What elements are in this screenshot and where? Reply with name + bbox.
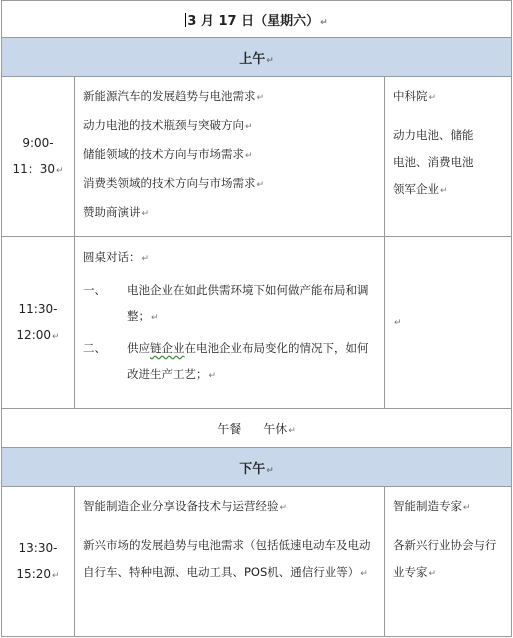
- roundtable-cell[interactable]: [75, 237, 385, 409]
- paragraph-mark-icon: ↵: [245, 151, 253, 161]
- paragraph-mark-icon: ↵: [266, 465, 274, 476]
- lunch-meal: 午餐: [217, 421, 242, 436]
- paragraph-mark-icon: ↵: [440, 186, 448, 196]
- org-line: 电池、消费电池: [393, 155, 474, 169]
- morning-session-2-row: [2, 237, 512, 409]
- time-end-line: [2, 561, 74, 589]
- date-row: [2, 1, 512, 38]
- org-line: 动力电池、储能: [393, 128, 474, 142]
- org-line: 中科院↵: [393, 89, 437, 103]
- schedule-table: [1, 0, 512, 637]
- lunch-rest: 午休: [263, 421, 288, 436]
- paragraph-mark-icon: ↵: [56, 165, 64, 176]
- paragraph-mark-icon: ↵: [266, 55, 274, 66]
- paragraph-mark-icon: ↵: [141, 209, 150, 219]
- afternoon-session-1-row: [2, 487, 512, 637]
- org-line: 智能制造专家↵: [393, 499, 471, 513]
- topic-line: 动力电池的技术瓶颈与突破方向↵: [83, 118, 253, 132]
- topic-line: 智能制造企业分享设备技术与运营经验↵: [83, 499, 288, 513]
- topic-line: 新兴市场的发展趋势与电池需求（包括低速电动车及电动自行车、特种电源、电动工具、POS机、通信行业等）↵: [83, 538, 371, 579]
- roundtable-title-line: [83, 243, 376, 273]
- question-text: 电池企业在如此供需环境下如何做产能布局和调整；: [127, 283, 369, 323]
- paragraph-mark-icon: ↵: [320, 17, 328, 28]
- paragraph-mark-icon: ↵: [52, 570, 60, 581]
- time-start: 11:30-: [18, 301, 58, 316]
- paragraph-mark-icon: ↵: [288, 425, 296, 436]
- topics-cell[interactable]: [75, 77, 385, 237]
- roundtable-question-2: 二、 供应链企业在电池企业布局变化的情况下，如何改进生产工艺；↵: [83, 335, 376, 389]
- morning-label: 上午: [239, 51, 266, 67]
- time-start: 13:30-: [18, 540, 58, 555]
- paragraph-mark-icon: ↵: [52, 331, 60, 342]
- time-end: 15:20: [16, 566, 52, 581]
- organization-cell[interactable]: [385, 237, 512, 409]
- paragraph-mark-icon: ↵: [428, 93, 437, 103]
- topics-cell[interactable]: [75, 487, 385, 637]
- time-cell[interactable]: [2, 487, 75, 637]
- org-line: 各新兴行业协会与行业专家↵: [393, 538, 497, 579]
- topic-line: 赞助商演讲↵: [83, 205, 150, 219]
- paragraph-mark-icon: ↵: [428, 569, 437, 579]
- paragraph-mark-icon: ↵: [256, 93, 265, 103]
- org-line: 领军企业↵: [393, 182, 448, 196]
- lunch-cell[interactable]: [2, 409, 512, 448]
- paragraph-mark-icon: ↵: [151, 313, 159, 323]
- paragraph-mark-icon: ↵: [394, 318, 402, 328]
- morning-session-1-row: [2, 77, 512, 237]
- paragraph-mark-icon: ↵: [141, 254, 150, 264]
- topic-line: 储能领域的技术方向与市场需求↵: [83, 147, 253, 161]
- paragraph-mark-icon: ↵: [463, 503, 471, 513]
- organization-cell[interactable]: [385, 77, 512, 237]
- question-number: 二、: [83, 341, 106, 355]
- time-cell[interactable]: [2, 77, 75, 237]
- time-end-line: [2, 322, 74, 350]
- lunch-row: [2, 409, 512, 448]
- paragraph-mark-icon: ↵: [245, 122, 253, 132]
- afternoon-band[interactable]: [2, 448, 512, 487]
- date-cell[interactable]: [2, 1, 512, 38]
- paragraph-mark-icon: ↵: [360, 569, 368, 579]
- paragraph-mark-icon: ↵: [208, 371, 217, 381]
- time-end: 11：30: [12, 161, 55, 176]
- paragraph-mark-icon: ↵: [279, 503, 288, 513]
- time-start: 9:00-: [22, 135, 54, 150]
- roundtable-title: 圆桌对话：: [83, 250, 141, 264]
- time-end-line: [2, 156, 74, 184]
- time-cell[interactable]: [2, 237, 75, 409]
- afternoon-band-row: [2, 448, 512, 487]
- morning-band-row: [2, 38, 512, 77]
- topic-line: 新能源汽车的发展趋势与电池需求↵: [83, 89, 265, 103]
- afternoon-label: 下午: [239, 461, 266, 477]
- topic-line: 消费类领域的技术方向与市场需求↵: [83, 176, 265, 190]
- date-title: 3 月 17 日（星期六）: [187, 13, 320, 29]
- paragraph-mark-icon: ↵: [256, 180, 265, 190]
- spellcheck-underline[interactable]: 链企业: [150, 341, 185, 355]
- morning-band[interactable]: [2, 38, 512, 77]
- roundtable-question-1: [83, 277, 376, 331]
- organization-cell[interactable]: [385, 487, 512, 637]
- time-end: 12:00: [16, 327, 52, 342]
- question-number: 一、: [83, 283, 106, 297]
